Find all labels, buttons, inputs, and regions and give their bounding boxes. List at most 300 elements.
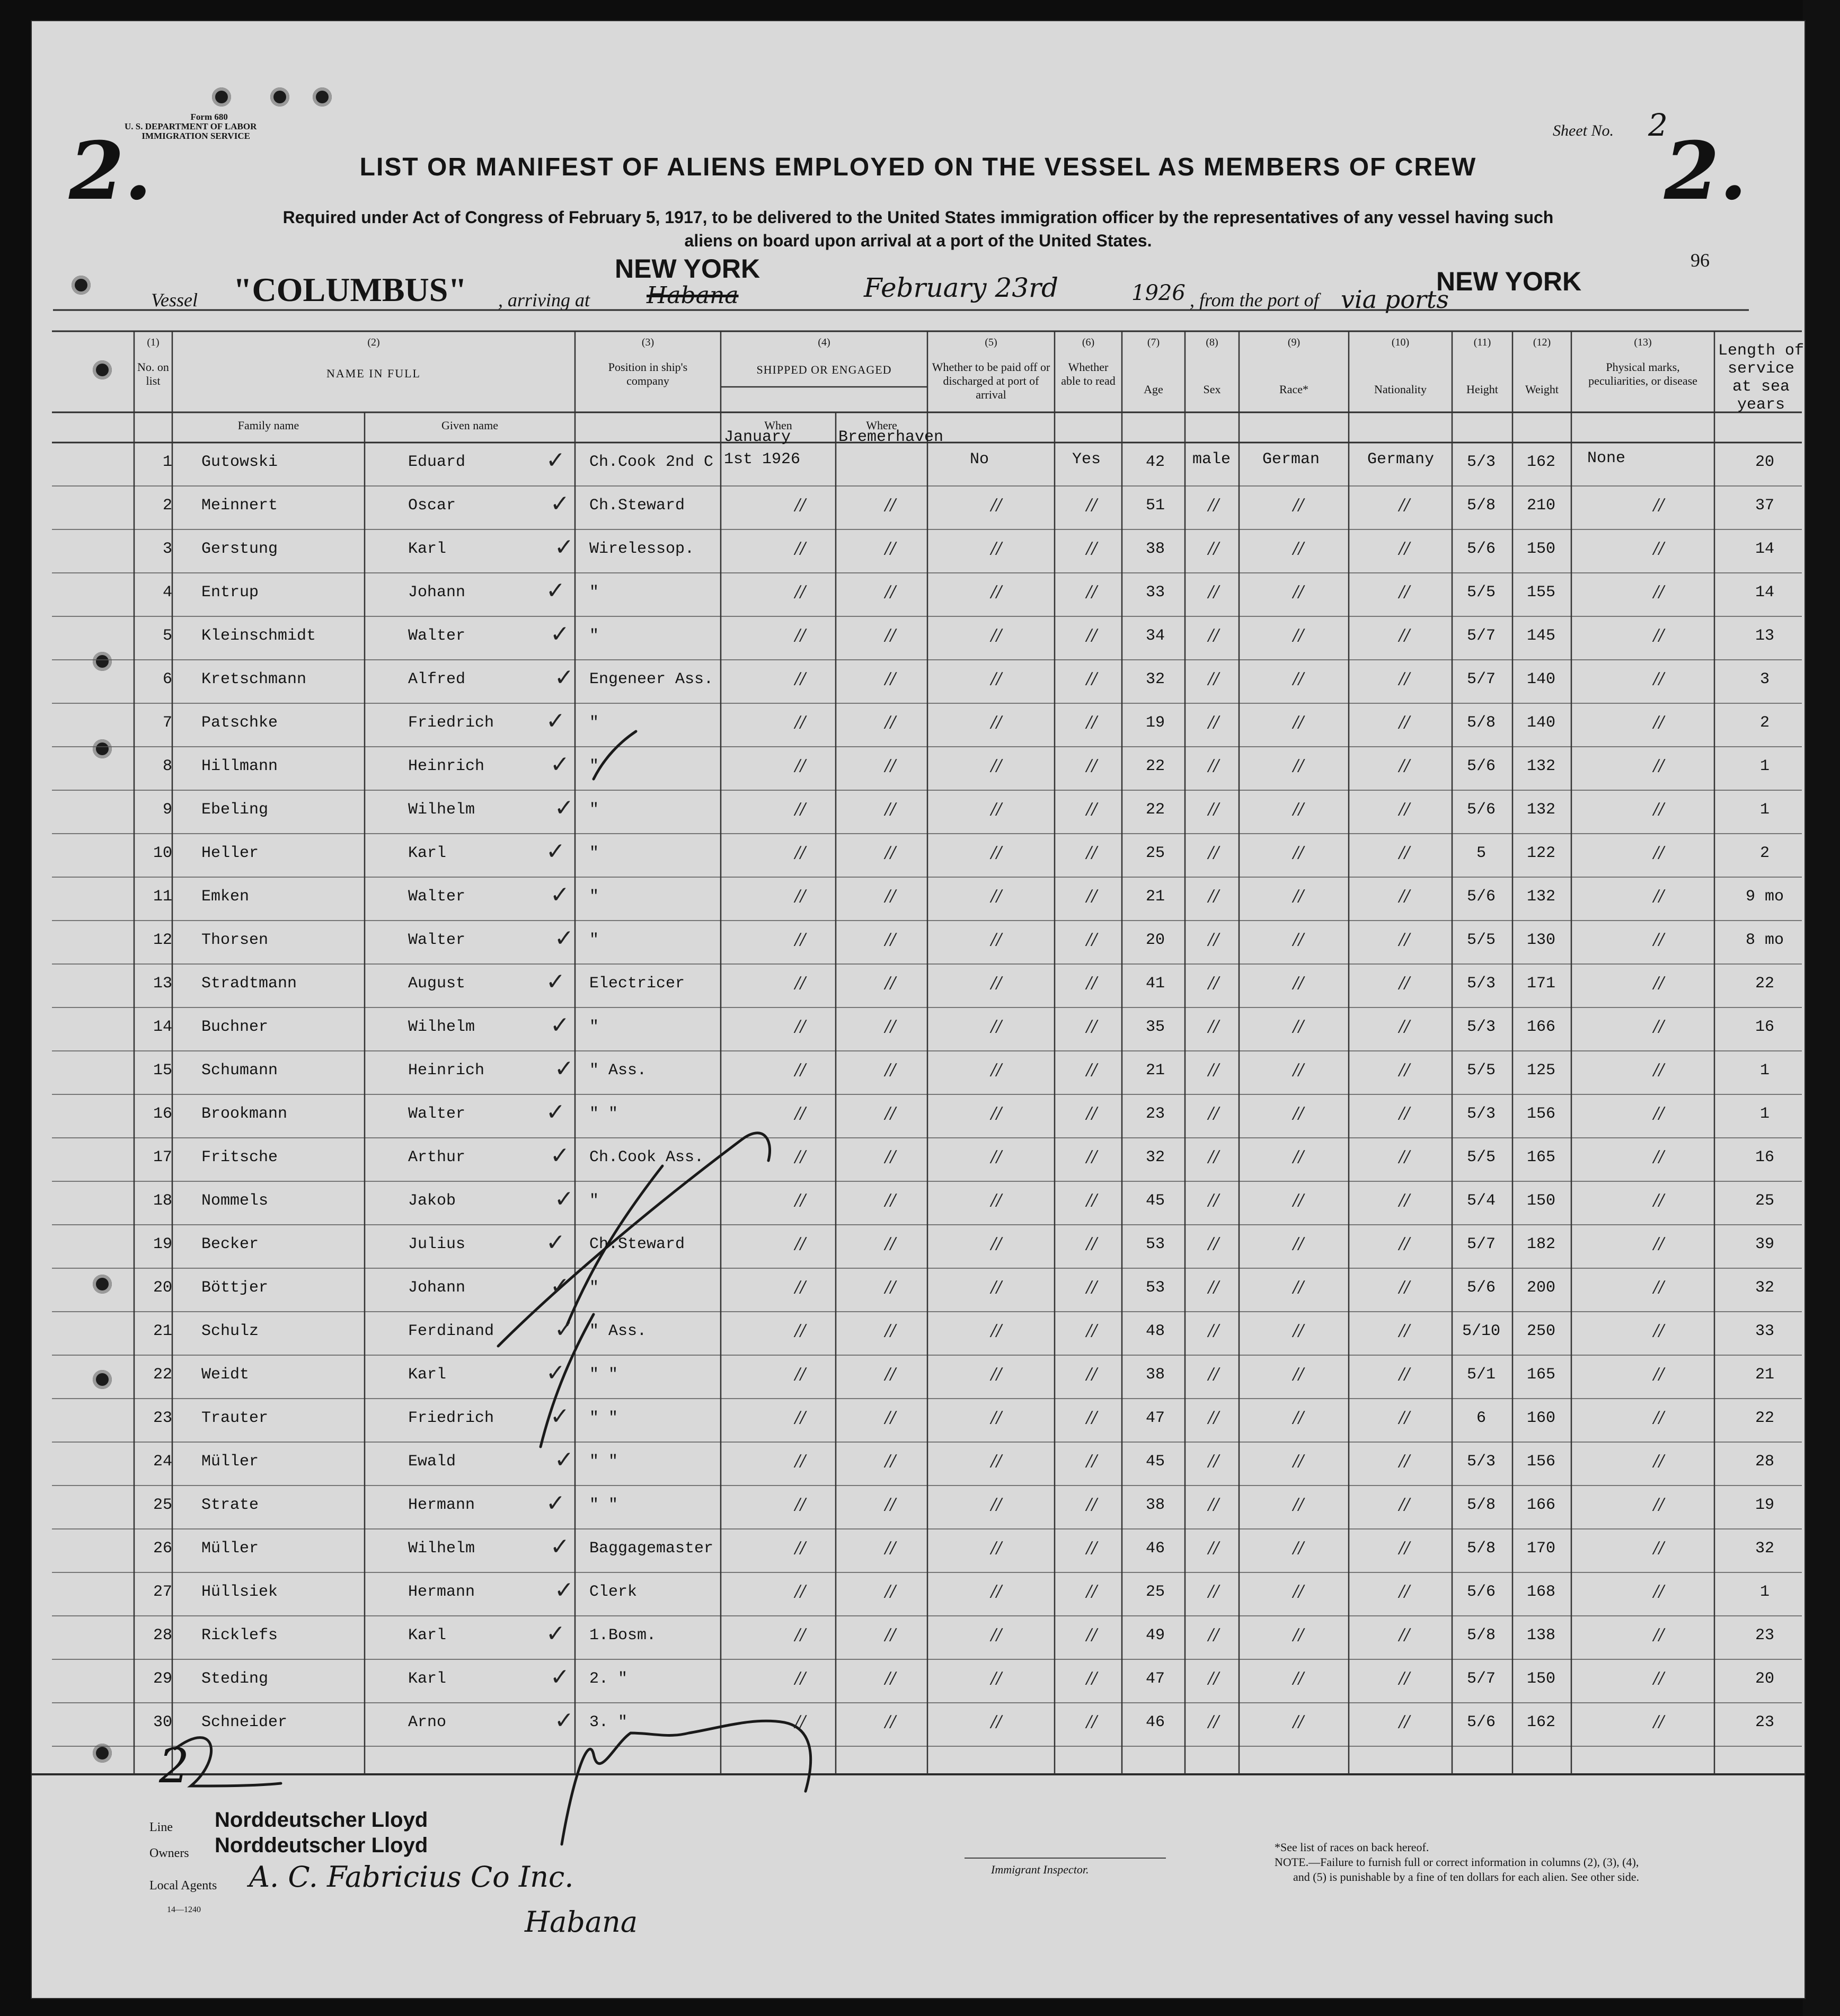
race-ditto: // [1293, 974, 1304, 992]
physical-ditto: // [1653, 1234, 1665, 1253]
race-ditto: // [1293, 1017, 1304, 1036]
handwritten-strokes [175, 731, 811, 1844]
col-head-paid-off: Whether to be paid off or discharged at port of arrival [932, 360, 1050, 401]
service-years: 20 [1755, 1670, 1775, 1688]
age: 48 [1145, 1322, 1165, 1340]
read-ditto: // [1086, 1017, 1098, 1036]
family-name: Schneider [201, 1713, 288, 1731]
check-icon: ✓ [550, 881, 570, 908]
when-ditto: // [795, 843, 806, 862]
when-ditto: // [795, 539, 806, 558]
read-ditto: // [1086, 669, 1098, 688]
service-years: 21 [1755, 1366, 1775, 1384]
page-subtitle: Required under Act of Congress of February 5, 1917, to be delivered to the United States immigration officer by the representatives of any vessel having such aliens on board upon arrival at a port of the United States. [282, 208, 1554, 250]
given-name: Ewald [408, 1453, 456, 1471]
where-ditto: // [885, 800, 896, 818]
sex-ditto: // [1208, 582, 1219, 601]
paid-off-ditto: // [991, 843, 1002, 862]
physical-ditto: // [1653, 1104, 1665, 1122]
read-ditto: // [1086, 1712, 1098, 1731]
table-grid [32, 21, 1804, 1998]
family-name: Strate [201, 1496, 259, 1514]
height: 5/8 [1466, 1496, 1496, 1514]
where-ditto: // [885, 887, 896, 905]
family-name: Steding [201, 1670, 269, 1688]
weight: 160 [1526, 1409, 1556, 1427]
physical-ditto: // [1653, 756, 1665, 775]
weight: 162 [1526, 1713, 1556, 1731]
row-number: 30 [153, 1713, 172, 1731]
age: 53 [1145, 1235, 1165, 1253]
physical-ditto: // [1653, 1017, 1665, 1036]
manifest-sheet [31, 20, 1806, 1999]
service-years: 13 [1755, 627, 1775, 645]
height: 5/6 [1466, 1583, 1496, 1601]
row-1-sex: male [1192, 450, 1231, 468]
row-number: 6 [162, 670, 172, 688]
position: " [589, 583, 599, 602]
physical-ditto: // [1653, 669, 1665, 688]
position: " [589, 888, 599, 906]
paid-off-ditto: // [991, 887, 1002, 905]
weight: 165 [1526, 1366, 1556, 1384]
from-port: NEW YORK [1436, 267, 1582, 296]
age: 46 [1145, 1540, 1165, 1558]
sheet-no-value: 2 [1648, 107, 1668, 143]
paid-off-ditto: // [991, 626, 1002, 644]
given-name: Karl [408, 1366, 447, 1384]
col-head-nationality: Nationality [1374, 383, 1427, 396]
paid-off-ditto: // [991, 496, 1002, 514]
col-head-given: Given name [441, 419, 498, 432]
col-head-shipped: SHIPPED OR ENGAGED [756, 363, 892, 376]
race-ditto: // [1293, 1321, 1304, 1340]
read-ditto: // [1086, 582, 1098, 601]
weight: 182 [1526, 1235, 1556, 1253]
nationality-ditto: // [1399, 843, 1410, 862]
age: 21 [1145, 888, 1165, 906]
paid-off-ditto: // [991, 1234, 1002, 1253]
row-number: 17 [153, 1148, 172, 1166]
height: 5/3 [1466, 1018, 1496, 1036]
col-head-race: Race* [1279, 383, 1308, 396]
read-ditto: // [1086, 626, 1098, 644]
race-ditto: // [1293, 756, 1304, 775]
read-ditto: // [1086, 1408, 1098, 1427]
from-port-label: , from the port of [1190, 289, 1319, 311]
physical-ditto: // [1653, 800, 1665, 818]
given-name: Karl [408, 1670, 447, 1688]
position: " [589, 1279, 599, 1297]
row-1-race: German [1262, 450, 1320, 468]
height: 5/8 [1466, 1626, 1496, 1644]
service-years: 16 [1755, 1018, 1775, 1036]
read-ditto: // [1086, 1234, 1098, 1253]
service-years: 23 [1755, 1713, 1775, 1731]
service-years: 28 [1755, 1453, 1775, 1471]
col-head-age: Age [1144, 383, 1163, 396]
service-years: 32 [1755, 1540, 1775, 1558]
height: 5/6 [1466, 540, 1496, 558]
family-name: Thorsen [201, 931, 269, 949]
height: 5/10 [1462, 1322, 1501, 1340]
race-ditto: // [1293, 1060, 1304, 1079]
form-code: 14—1240 [167, 1905, 201, 1914]
family-name: Hillmann [201, 757, 278, 775]
page-number: 96 [1691, 250, 1710, 271]
sex-ditto: // [1208, 1365, 1219, 1383]
read-ditto: // [1086, 1060, 1098, 1079]
nationality-ditto: // [1399, 1104, 1410, 1122]
age: 47 [1145, 1670, 1165, 1688]
family-name: Hüllsiek [201, 1583, 278, 1601]
weight: 156 [1526, 1453, 1556, 1471]
height: 5/7 [1466, 1235, 1496, 1253]
age: 23 [1145, 1105, 1165, 1123]
physical-ditto: // [1653, 1191, 1665, 1209]
check-icon: ✓ [554, 664, 574, 691]
height: 5/4 [1466, 1192, 1496, 1210]
check-icon: ✓ [550, 1142, 570, 1169]
position: Ch.Steward [589, 497, 685, 515]
row-number: 24 [153, 1453, 172, 1471]
physical-ditto: // [1653, 930, 1665, 949]
col-head-when: When [764, 419, 792, 432]
read-ditto: // [1086, 974, 1098, 992]
race-ditto: // [1293, 1278, 1304, 1296]
family-name: Müller [201, 1453, 259, 1471]
check-icon: ✓ [546, 1229, 565, 1256]
weight: 170 [1526, 1540, 1556, 1558]
physical-ditto: // [1653, 1538, 1665, 1557]
check-icon: ✓ [550, 1664, 570, 1691]
read-ditto: // [1086, 1495, 1098, 1514]
race-ditto: // [1293, 1191, 1304, 1209]
read-ditto: // [1086, 539, 1098, 558]
physical-ditto: // [1653, 974, 1665, 992]
col-head-name: NAME IN FULL [326, 367, 421, 380]
age: 51 [1145, 497, 1165, 515]
nationality-ditto: // [1399, 1408, 1410, 1427]
paid-off-ditto: // [991, 1582, 1002, 1601]
weight: 162 [1526, 453, 1556, 471]
sex-ditto: // [1208, 930, 1219, 949]
check-icon: ✓ [546, 1099, 565, 1126]
row-number: 1 [162, 453, 172, 471]
paid-off-ditto: // [991, 1321, 1002, 1340]
service-years: 1 [1759, 1583, 1770, 1601]
nationality-ditto: // [1399, 1625, 1410, 1644]
owners-value: Norddeutscher Lloyd [215, 1834, 428, 1857]
position: " [589, 714, 599, 732]
paid-off-ditto: // [991, 1625, 1002, 1644]
paid-off-ditto: // [991, 1408, 1002, 1427]
physical-ditto: // [1653, 1452, 1665, 1470]
where-ditto: // [885, 843, 896, 862]
family-name: Schulz [201, 1322, 259, 1340]
sex-ditto: // [1208, 669, 1219, 688]
sex-ditto: // [1208, 1191, 1219, 1209]
vessel-label: Vessel [151, 289, 198, 311]
col-num-13: (13) [1634, 337, 1652, 348]
via-ports: via ports [1341, 285, 1449, 314]
given-name: Julius [408, 1235, 466, 1253]
row-number: 7 [162, 714, 172, 732]
where-ditto: // [885, 974, 896, 992]
col-head-service: Length of service at sea years [1718, 342, 1804, 414]
age: 22 [1145, 801, 1165, 819]
where-ditto: // [885, 756, 896, 775]
row-number: 12 [153, 931, 172, 949]
check-icon: ✓ [554, 794, 574, 821]
when-ditto: // [795, 1191, 806, 1209]
race-ditto: // [1293, 930, 1304, 949]
read-ditto: // [1086, 1321, 1098, 1340]
height: 5/6 [1466, 1279, 1496, 1297]
col-num-2: (2) [367, 337, 380, 348]
read-ditto: // [1086, 1538, 1098, 1557]
when-ditto: // [795, 1452, 806, 1470]
position: " Ass. [589, 1322, 647, 1340]
where-ditto: // [885, 1365, 896, 1383]
position: " " [589, 1105, 618, 1123]
family-name: Meinnert [201, 497, 278, 515]
arrival-date: February 23rd [864, 272, 1059, 303]
paid-off-ditto: // [991, 1104, 1002, 1122]
race-ditto: // [1293, 843, 1304, 862]
family-name: Trauter [201, 1409, 269, 1427]
bottom-hand-mark: 2 [159, 1738, 190, 1794]
paid-off-ditto: // [991, 713, 1002, 731]
given-name: Karl [408, 1626, 447, 1644]
nationality-ditto: // [1399, 1017, 1410, 1036]
row-1-paid-off: No [970, 450, 989, 468]
where-ditto: // [885, 626, 896, 644]
position: 2. " [589, 1670, 628, 1688]
height: 5/6 [1466, 801, 1496, 819]
weight: 171 [1526, 975, 1556, 993]
when-ditto: // [795, 974, 806, 992]
paid-off-ditto: // [991, 669, 1002, 688]
age: 21 [1145, 1062, 1165, 1080]
when-ditto: // [795, 1278, 806, 1296]
physical-ditto: // [1653, 1278, 1665, 1296]
height: 5/3 [1466, 1453, 1496, 1471]
row-1-read: Yes [1072, 450, 1101, 468]
row-number: 15 [153, 1062, 172, 1080]
check-icon: ✓ [554, 1577, 574, 1604]
paid-off-ditto: // [991, 1278, 1002, 1296]
height: 5/8 [1466, 497, 1496, 515]
service-years: 8 mo [1745, 931, 1784, 949]
row-number: 9 [162, 801, 172, 819]
service-years: 33 [1755, 1322, 1775, 1340]
given-name: Wilhelm [408, 1018, 475, 1036]
given-name: Arthur [408, 1148, 466, 1166]
age: 25 [1145, 844, 1165, 862]
read-ditto: // [1086, 1191, 1098, 1209]
col-num-1: (1) [147, 337, 160, 348]
weight: 125 [1526, 1062, 1556, 1080]
weight: 132 [1526, 757, 1556, 775]
read-ditto: // [1086, 843, 1098, 862]
family-name: Kretschmann [201, 670, 307, 688]
col-num-5: (5) [985, 337, 997, 348]
col-num-8: (8) [1206, 337, 1218, 348]
family-name: Stradtmann [201, 975, 297, 993]
check-icon: ✓ [546, 838, 565, 865]
where-ditto: // [885, 1104, 896, 1122]
check-icon: ✓ [550, 1012, 570, 1039]
physical-ditto: // [1653, 843, 1665, 862]
family-name: Gerstung [201, 540, 278, 558]
height: 5/7 [1466, 1670, 1496, 1688]
sex-ditto: // [1208, 1017, 1219, 1036]
race-ditto: // [1293, 1625, 1304, 1644]
sex-ditto: // [1208, 1147, 1219, 1166]
row-number: 11 [153, 888, 172, 906]
nationality-ditto: // [1399, 713, 1410, 731]
where-ditto: // [885, 1538, 896, 1557]
age: 38 [1145, 1366, 1165, 1384]
col-head-sex: Sex [1203, 383, 1221, 396]
row-number: 18 [153, 1192, 172, 1210]
position: Engeneer Ass. [589, 670, 714, 688]
age: 38 [1145, 540, 1165, 558]
weight: 166 [1526, 1018, 1556, 1036]
check-icon: ✓ [546, 1620, 565, 1647]
position: " Ass. [589, 1062, 647, 1080]
sex-ditto: // [1208, 1408, 1219, 1427]
row-number: 25 [153, 1496, 172, 1514]
check-icon: ✓ [550, 751, 570, 778]
race-ditto: // [1293, 496, 1304, 514]
height: 5/3 [1466, 453, 1496, 471]
row-number: 22 [153, 1366, 172, 1384]
nationality-ditto: // [1399, 1495, 1410, 1514]
position: Ch.Steward [589, 1235, 685, 1253]
service-years: 9 mo [1745, 888, 1784, 906]
race-ditto: // [1293, 1582, 1304, 1601]
check-icon: ✓ [554, 1055, 574, 1082]
when-ditto: // [795, 1669, 806, 1687]
family-name: Buchner [201, 1018, 269, 1036]
weight: 145 [1526, 627, 1556, 645]
age: 45 [1145, 1453, 1165, 1471]
family-name: Gutowski [201, 453, 278, 471]
col-num-11: (11) [1473, 337, 1491, 348]
when-ditto: // [795, 626, 806, 644]
physical-ditto: // [1653, 887, 1665, 905]
paid-off-ditto: // [991, 1538, 1002, 1557]
nationality-ditto: // [1399, 1452, 1410, 1470]
given-name: Jakob [408, 1192, 456, 1210]
family-name: Nommels [201, 1192, 269, 1210]
family-name: Müller [201, 1540, 259, 1558]
age: 34 [1145, 627, 1165, 645]
sex-ditto: // [1208, 496, 1219, 514]
check-icon: ✓ [550, 1403, 570, 1430]
service-years: 22 [1755, 975, 1775, 993]
sex-ditto: // [1208, 1278, 1219, 1296]
given-name: Hermann [408, 1496, 475, 1514]
read-ditto: // [1086, 713, 1098, 731]
paid-off-ditto: // [991, 582, 1002, 601]
given-name: Hermann [408, 1583, 475, 1601]
where-ditto: // [885, 539, 896, 558]
paid-off-ditto: // [991, 1452, 1002, 1470]
position: " [589, 1192, 599, 1210]
sex-ditto: // [1208, 1321, 1219, 1340]
service-years: 14 [1755, 583, 1775, 602]
read-ditto: // [1086, 887, 1098, 905]
read-ditto: // [1086, 1582, 1098, 1601]
paid-off-ditto: // [991, 1060, 1002, 1079]
col-num-9: (9) [1287, 337, 1301, 348]
check-icon: ✓ [554, 1316, 574, 1343]
sex-ditto: // [1208, 1712, 1219, 1731]
when-ditto: // [795, 669, 806, 688]
read-ditto: // [1086, 496, 1098, 514]
weight: 200 [1526, 1279, 1556, 1297]
age: 20 [1145, 931, 1165, 949]
position: " " [589, 1496, 618, 1514]
nationality-ditto: // [1399, 1582, 1410, 1601]
where-ditto: // [885, 1712, 896, 1731]
when-ditto: // [795, 1365, 806, 1383]
weight: 140 [1526, 670, 1556, 688]
position: " " [589, 1409, 618, 1427]
row-1-nationality: Germany [1367, 450, 1435, 468]
height: 5/5 [1466, 1148, 1496, 1166]
inspector-signature-line [965, 1858, 1166, 1859]
given-name: Walter [408, 627, 466, 645]
race-ditto: // [1293, 1365, 1304, 1383]
paid-off-ditto: // [991, 930, 1002, 949]
position: 1.Bosm. [589, 1626, 657, 1644]
height: 5/3 [1466, 975, 1496, 993]
given-name: Johann [408, 1279, 466, 1297]
nationality-ditto: // [1399, 800, 1410, 818]
race-ditto: // [1293, 669, 1304, 688]
row-number: 26 [153, 1540, 172, 1558]
owners-label: Owners [149, 1846, 189, 1860]
service-years: 1 [1759, 1062, 1770, 1080]
when-ditto: // [795, 756, 806, 775]
row-number: 20 [153, 1279, 172, 1297]
nationality-ditto: // [1399, 1365, 1410, 1383]
binding-strip [1803, 0, 1840, 2016]
paid-off-ditto: // [991, 1712, 1002, 1731]
paid-off-ditto: // [991, 1669, 1002, 1687]
age: 42 [1145, 453, 1165, 471]
sex-ditto: // [1208, 974, 1219, 992]
where-ditto: // [885, 1191, 896, 1209]
when-ditto: // [795, 1017, 806, 1036]
arrival-year: 1926 [1131, 281, 1186, 305]
family-name: Ricklefs [201, 1626, 278, 1644]
sex-ditto: // [1208, 800, 1219, 818]
race-ditto: // [1293, 626, 1304, 644]
physical-ditto: // [1653, 1582, 1665, 1601]
service-years: 2 [1759, 844, 1770, 862]
weight: 156 [1526, 1105, 1556, 1123]
family-name: Brookmann [201, 1105, 288, 1123]
agents-label: Local Agents [149, 1879, 217, 1893]
physical-ditto: // [1653, 713, 1665, 731]
physical-ditto: // [1653, 539, 1665, 558]
family-name: Patschke [201, 714, 278, 732]
